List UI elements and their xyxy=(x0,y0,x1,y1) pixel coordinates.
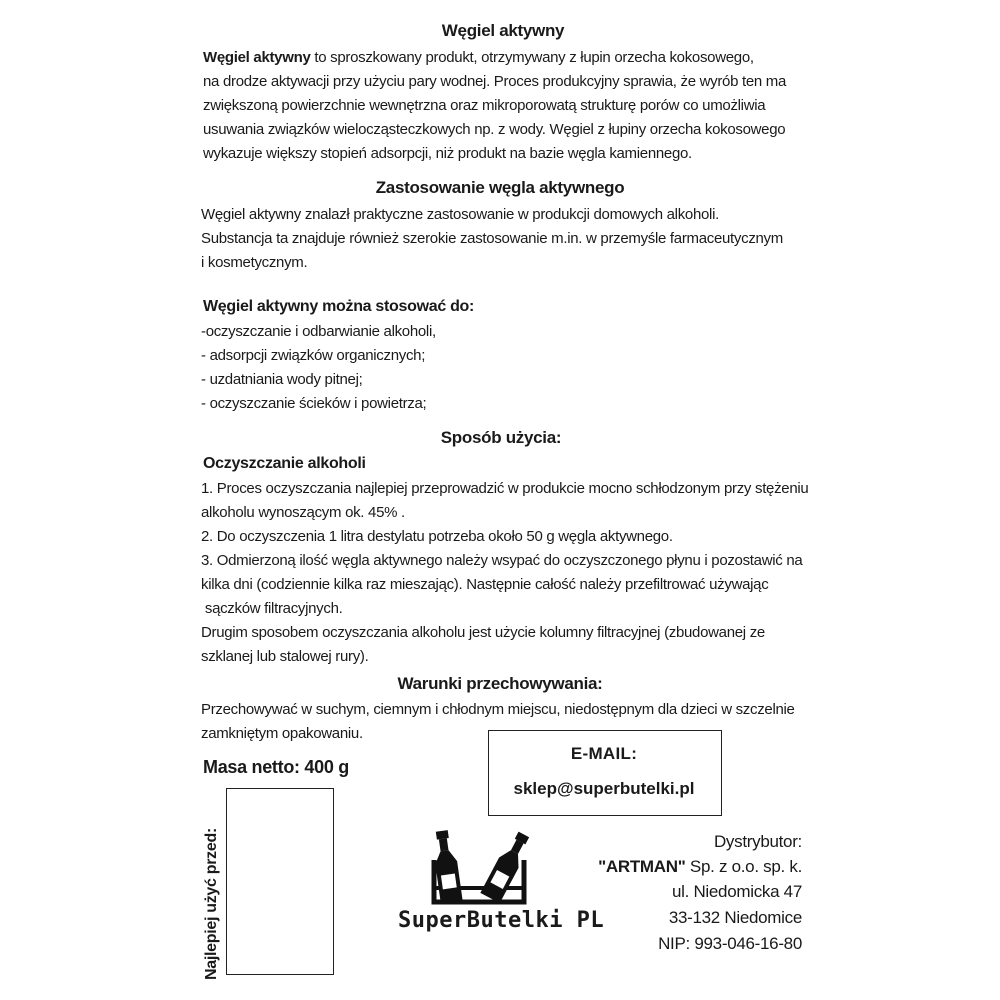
uses-item: - adsorpcji związków organicznych; xyxy=(201,347,426,364)
sposob-line: 1. Proces oczyszczania najlepiej przeprowadzić w produkcie mocno schłodzonym przy stężeniu xyxy=(201,480,809,497)
email-box xyxy=(488,730,722,816)
email-label: E-MAIL: xyxy=(570,744,638,763)
uses-item: -oczyszczanie i odbarwianie alkoholi, xyxy=(201,323,436,340)
intro-line: usuwania związków wielocząsteczkowych np. z wody. Węgiel z łupiny orzecha kokosowego xyxy=(203,121,786,138)
distributor-label: Dystrybutor: xyxy=(713,832,802,851)
sposob-heading: Sposób użycia: xyxy=(440,428,562,447)
distributor-company-rest: Sp. z o.o. sp. k. xyxy=(685,857,802,876)
intro-line: zwiększoną powierzchnie wewnętrzna oraz mikroporowatą strukturę porów co umożliwia xyxy=(203,97,766,114)
intro-line: na drodze aktywacji przy użyciu pary wodnej. Proces produkcyjny sprawia, że wyrób ten ma xyxy=(203,73,787,90)
sposob-line: sączków filtracyjnych. xyxy=(201,600,343,617)
intro-lead-bold: Węgiel aktywny xyxy=(203,49,311,66)
uses-item: - uzdatniania wody pitnej; xyxy=(201,371,363,388)
email-address[interactable]: sklep@superbutelki.pl xyxy=(513,779,695,798)
zastosowanie-line: i kosmetycznym. xyxy=(201,254,308,271)
storage-line: Przechowywać w suchym, ciemnym i chłodnym miejscu, niedostępnym dla dzieci w szczelnie xyxy=(201,701,795,718)
best-before-box xyxy=(226,788,334,975)
uses-item: - oczyszczanie ścieków i powietrza; xyxy=(201,395,427,412)
sposob-line: szklanej lub stalowej rury). xyxy=(201,648,369,665)
distributor-city: 33-132 Niedomice xyxy=(668,908,802,927)
zastosowanie-line: Substancja ta znajduje również szerokie zastosowanie m.in. w przemyśle farmaceutycznym xyxy=(201,230,783,247)
intro-line-1 xyxy=(203,50,754,65)
bottles-in-crate-icon xyxy=(396,828,562,906)
logo-text: SuperButelki PL xyxy=(398,908,605,933)
sposob-line: kilka dni (codziennie kilka raz mieszając). Następnie całość należy przefiltrować używając xyxy=(201,576,769,593)
best-before-label: Najlepiej użyć przed: xyxy=(203,828,220,980)
net-mass: Masa netto: 400 g xyxy=(203,757,349,777)
distributor-company-bold: "ARTMAN" xyxy=(598,857,686,876)
sposob-line: alkoholu wynoszącym ok. 45% . xyxy=(201,504,405,521)
sposob-line: Drugim sposobem oczyszczania alkoholu jest użycie kolumny filtracyjnej (zbudowanej ze xyxy=(201,624,765,641)
uses-heading: Węgiel aktywny można stosować do: xyxy=(203,298,475,315)
distributor-nip: NIP: 993-046-16-80 xyxy=(658,934,802,953)
zastosowanie-line: Węgiel aktywny znalazł praktyczne zastosowanie w produkcji domowych alkoholi. xyxy=(201,206,719,223)
distributor-company xyxy=(598,858,802,875)
storage-heading: Warunki przechowywania: xyxy=(397,674,603,693)
intro-line: wykazuje większy stopień adsorpcji, niż produkt na bazie węgla kamiennego. xyxy=(203,145,692,162)
sposob-subheading: Oczyszczanie alkoholi xyxy=(203,455,366,472)
logo xyxy=(396,828,605,946)
sposob-line: 2. Do oczyszczenia 1 litra destylatu potrzeba około 50 g węgla aktywnego. xyxy=(201,528,673,545)
sposob-line: 3. Odmierzoną ilość węgla aktywnego należy wsypać do oczyszczonego płynu i pozostawić na xyxy=(201,552,803,569)
distributor-street: ul. Niedomicka 47 xyxy=(671,882,802,901)
intro-line-1-rest: to sproszkowany produkt, otrzymywany z łupin orzecha kokosowego, xyxy=(310,49,754,66)
page-title: Węgiel aktywny xyxy=(441,21,565,40)
storage-line: zamkniętym opakowaniu. xyxy=(201,725,363,742)
zastosowanie-heading: Zastosowanie węgla aktywnego xyxy=(375,178,625,197)
